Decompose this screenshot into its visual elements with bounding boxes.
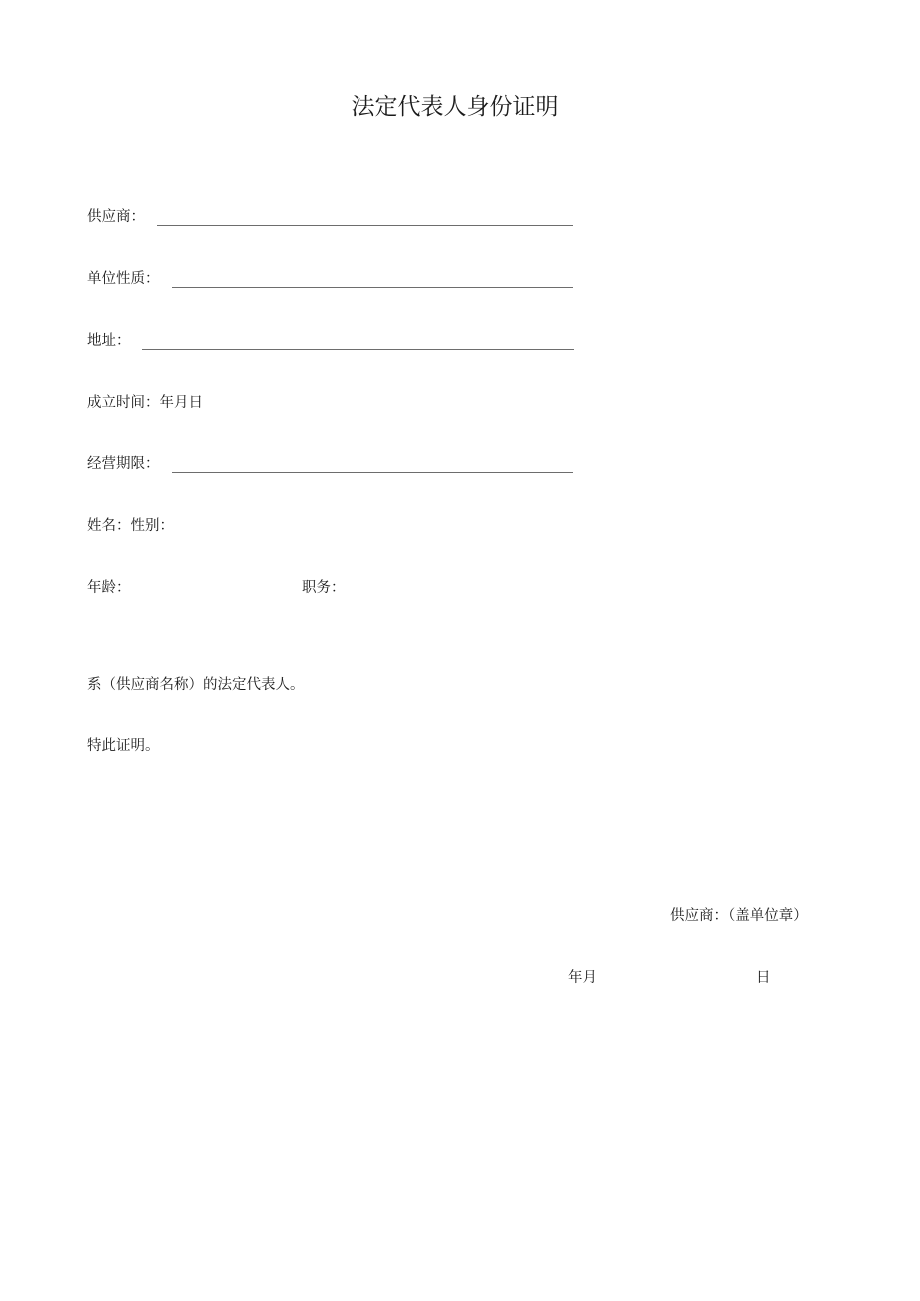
supplier-row	[87, 207, 573, 227]
statement-text: 系（供应商名称）的法定代表人。	[87, 677, 305, 693]
nature-blank[interactable]	[172, 287, 573, 288]
age-label: 年龄：	[87, 580, 131, 596]
date-year-month: 年月	[568, 970, 597, 986]
name-gender-label: 姓名：性别：	[87, 518, 174, 534]
date-day: 日	[756, 970, 771, 986]
address-row	[87, 331, 574, 351]
term-label: 经营期限：	[87, 456, 160, 472]
nature-label: 单位性质：	[87, 271, 160, 287]
supplier-label: 供应商：	[87, 209, 145, 225]
nature-row	[87, 269, 573, 289]
address-label: 地址：	[87, 333, 131, 349]
supplier-seal-label: 供应商：（盖单位章）	[670, 908, 808, 924]
document-title: 法定代表人身份证明	[351, 94, 559, 120]
term-row	[87, 454, 573, 474]
established-label: 成立时间：年月日	[87, 395, 203, 411]
position-label: 职务：	[302, 580, 346, 596]
certify-text: 特此证明。	[87, 738, 160, 754]
address-blank[interactable]	[142, 349, 574, 350]
term-blank[interactable]	[172, 472, 573, 473]
supplier-blank[interactable]	[157, 225, 573, 226]
